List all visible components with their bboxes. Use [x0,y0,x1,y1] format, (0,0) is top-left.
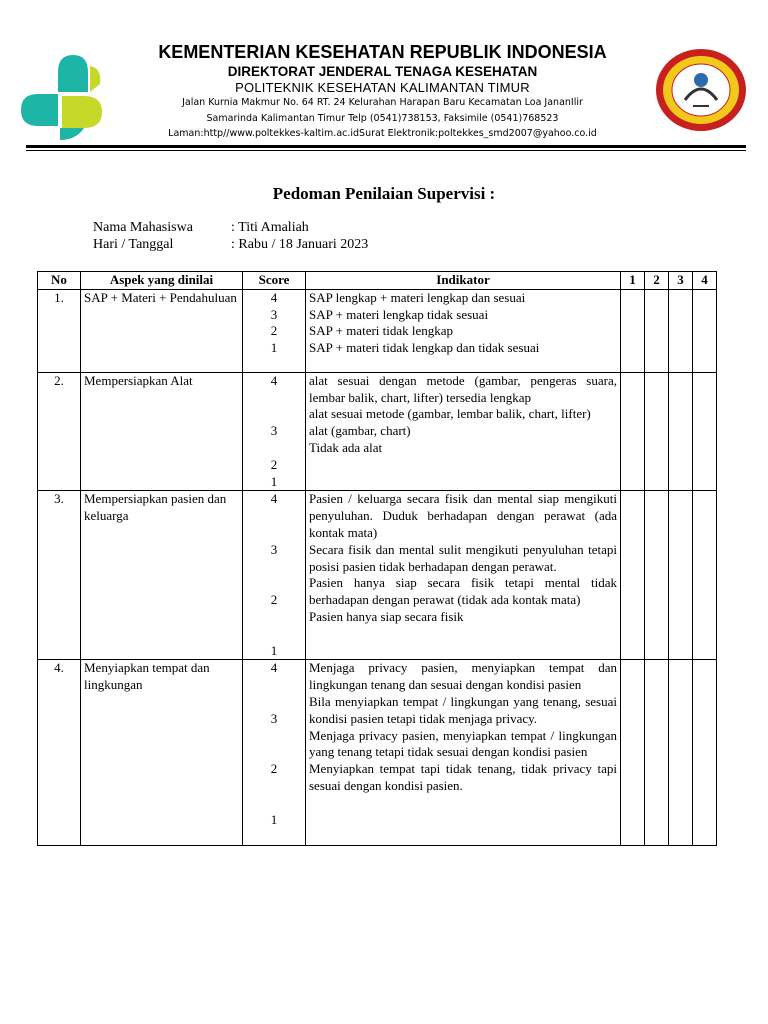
row-indicators [306,491,621,660]
indicator-text: alat sesuai metode (gambar, lembar balik, chart, lifter) [309,406,591,422]
header-rule-thick [26,145,746,148]
indicator-text: Secara fisik dan mental sulit mengikuti penyuluhan tetapi posisi pasien tidak berhadapan dengan perawat. [309,541,617,574]
check-cell-2[interactable] [645,372,669,491]
score-value: 1 [270,642,278,658]
row-number: 3. [38,491,81,660]
check-cell-2[interactable] [645,289,669,372]
check-cell-3[interactable] [669,660,693,846]
check-cell-4[interactable] [693,372,717,491]
score-value: 2 [270,761,278,777]
table-row [38,660,717,846]
indicator-text: Menjaga privacy pasien, menyiapkan tempat / lingkungan yang tenang tetapi tidak sesuai dengan kondisi pasien [309,727,617,760]
row-indicators [306,660,621,846]
check-cell-1[interactable] [621,372,645,491]
student-name-line [93,220,309,236]
row-aspect: SAP + Materi + Pendahuluan [81,289,243,372]
table-row [38,372,717,491]
row-scores [243,289,306,372]
score-value: 4 [270,372,278,388]
row-scores [243,491,306,660]
table-row [38,491,717,660]
score-value: 2 [270,456,278,472]
student-name-label: Nama Mahasiswa [93,220,193,235]
score-value: 1 [270,340,278,356]
indicator-text: Pasien / keluarga secara fisik dan mental siap mengikuti penyuluhan. Duduk berhadapan dengan perawat (ada kontak mata) [309,491,617,540]
header-no: No [38,272,81,290]
indicator-text: Menjaga privacy pasien, menyiapkan tempat dan lingkungan tenang dan sesuai dengan kondisi pasien [309,660,617,693]
score-value: 3 [270,306,278,322]
check-cell-4[interactable] [693,660,717,846]
header-aspect: Aspek yang dinilai [81,272,243,290]
score-value: 1 [270,811,278,827]
institution-heading: POLITEKNIK KESEHATAN KALIMANTAN TIMUR [235,80,530,95]
row-number: 4. [38,660,81,846]
score-value: 3 [270,541,278,557]
check-cell-2[interactable] [645,491,669,660]
indicator-text: alat sesuai dengan metode (gambar, pengeras suara, lembar balik, chart, lifter) tersedia lengkap [309,372,617,405]
row-aspect: Mempersiapkan pasien dan keluarga [81,491,243,660]
indicator-text: SAP + materi tidak lengkap [309,323,454,339]
indicator-text: alat (gambar, chart) [309,423,411,439]
check-cell-1[interactable] [621,289,645,372]
check-cell-3[interactable] [669,372,693,491]
date-line [93,237,368,253]
table-header-row [38,272,717,290]
indicator-text: SAP + materi lengkap tidak sesuai [309,306,489,322]
kemenkes-logo [18,52,104,142]
row-scores [243,372,306,491]
indicator-text: SAP + materi tidak lengkap dan tidak sesuai [309,340,540,356]
row-indicators [306,372,621,491]
check-cell-4[interactable] [693,289,717,372]
date-value: : Rabu / 18 Januari 2023 [231,237,369,252]
row-number: 2. [38,372,81,491]
indicator-text: Pasien hanya siap secara fisik tetapi mental tidak berhadapan dengan perawat (tidak ada kontak mata) [309,575,617,608]
ministry-heading: KEMENTERIAN KESEHATAN REPUBLIK INDONESIA [158,42,607,62]
address-line-1: Jalan Kurnia Makmur No. 64 RT. 24 Kelurahan Harapan Baru Kecamatan Loa JananIlir [182,97,583,108]
date-label: Hari / Tanggal [93,237,174,252]
row-aspect: Menyiapkan tempat dan lingkungan [81,660,243,846]
poltekkes-seal-logo [655,48,747,132]
indicator-text: Bila menyiapkan tempat / lingkungan yang tenang, sesuai kondisi pasien tetapi tidak menjaga privacy. [309,693,617,726]
row-scores [243,660,306,846]
score-value: 3 [270,423,278,439]
header-indicator: Indikator [306,272,621,290]
check-cell-1[interactable] [621,491,645,660]
indicator-text: Pasien hanya siap secara fisik [309,608,464,624]
score-value: 2 [270,323,278,339]
row-aspect: Mempersiapkan Alat [81,372,243,491]
score-value: 3 [270,710,278,726]
check-cell-4[interactable] [693,491,717,660]
row-number: 1. [38,289,81,372]
score-value: 4 [270,491,278,507]
indicator-text: SAP lengkap + materi lengkap dan sesuai [309,289,526,305]
indicator-text: Tidak ada alat [309,439,383,455]
score-value: 2 [270,592,278,608]
score-value: 1 [270,473,278,489]
indicator-text: Menyiapkan tempat tapi tidak tenang, tidak privacy tapi sesuai dengan kondisi pasien. [309,761,617,793]
score-value: 4 [270,660,278,676]
assessment-table [37,271,717,846]
check-cell-3[interactable] [669,289,693,372]
header-col-3: 3 [669,272,693,290]
address-line-3: Laman:http//www.poltekkes-kaltim.ac.idSurat Elektronik:poltekkes_smd2007@yahoo.co.id [168,128,597,139]
score-value: 4 [270,289,278,305]
header-col-2: 2 [645,272,669,290]
address-line-2: Samarinda Kalimantan Timur Telp (0541)738153, Faksimile (0541)768523 [206,113,559,124]
document-title: Pedoman Penilaian Supervisi : [272,184,496,203]
header-rule-thin [26,150,746,151]
table-row [38,289,717,372]
header-score: Score [243,272,306,290]
check-cell-1[interactable] [621,660,645,846]
row-indicators [306,289,621,372]
header-col-1: 1 [621,272,645,290]
directorate-heading: DIREKTORAT JENDERAL TENAGA KESEHATAN [227,64,538,79]
header-col-4: 4 [693,272,717,290]
student-name-value: : Titi Amaliah [231,220,309,235]
check-cell-3[interactable] [669,491,693,660]
check-cell-2[interactable] [645,660,669,846]
